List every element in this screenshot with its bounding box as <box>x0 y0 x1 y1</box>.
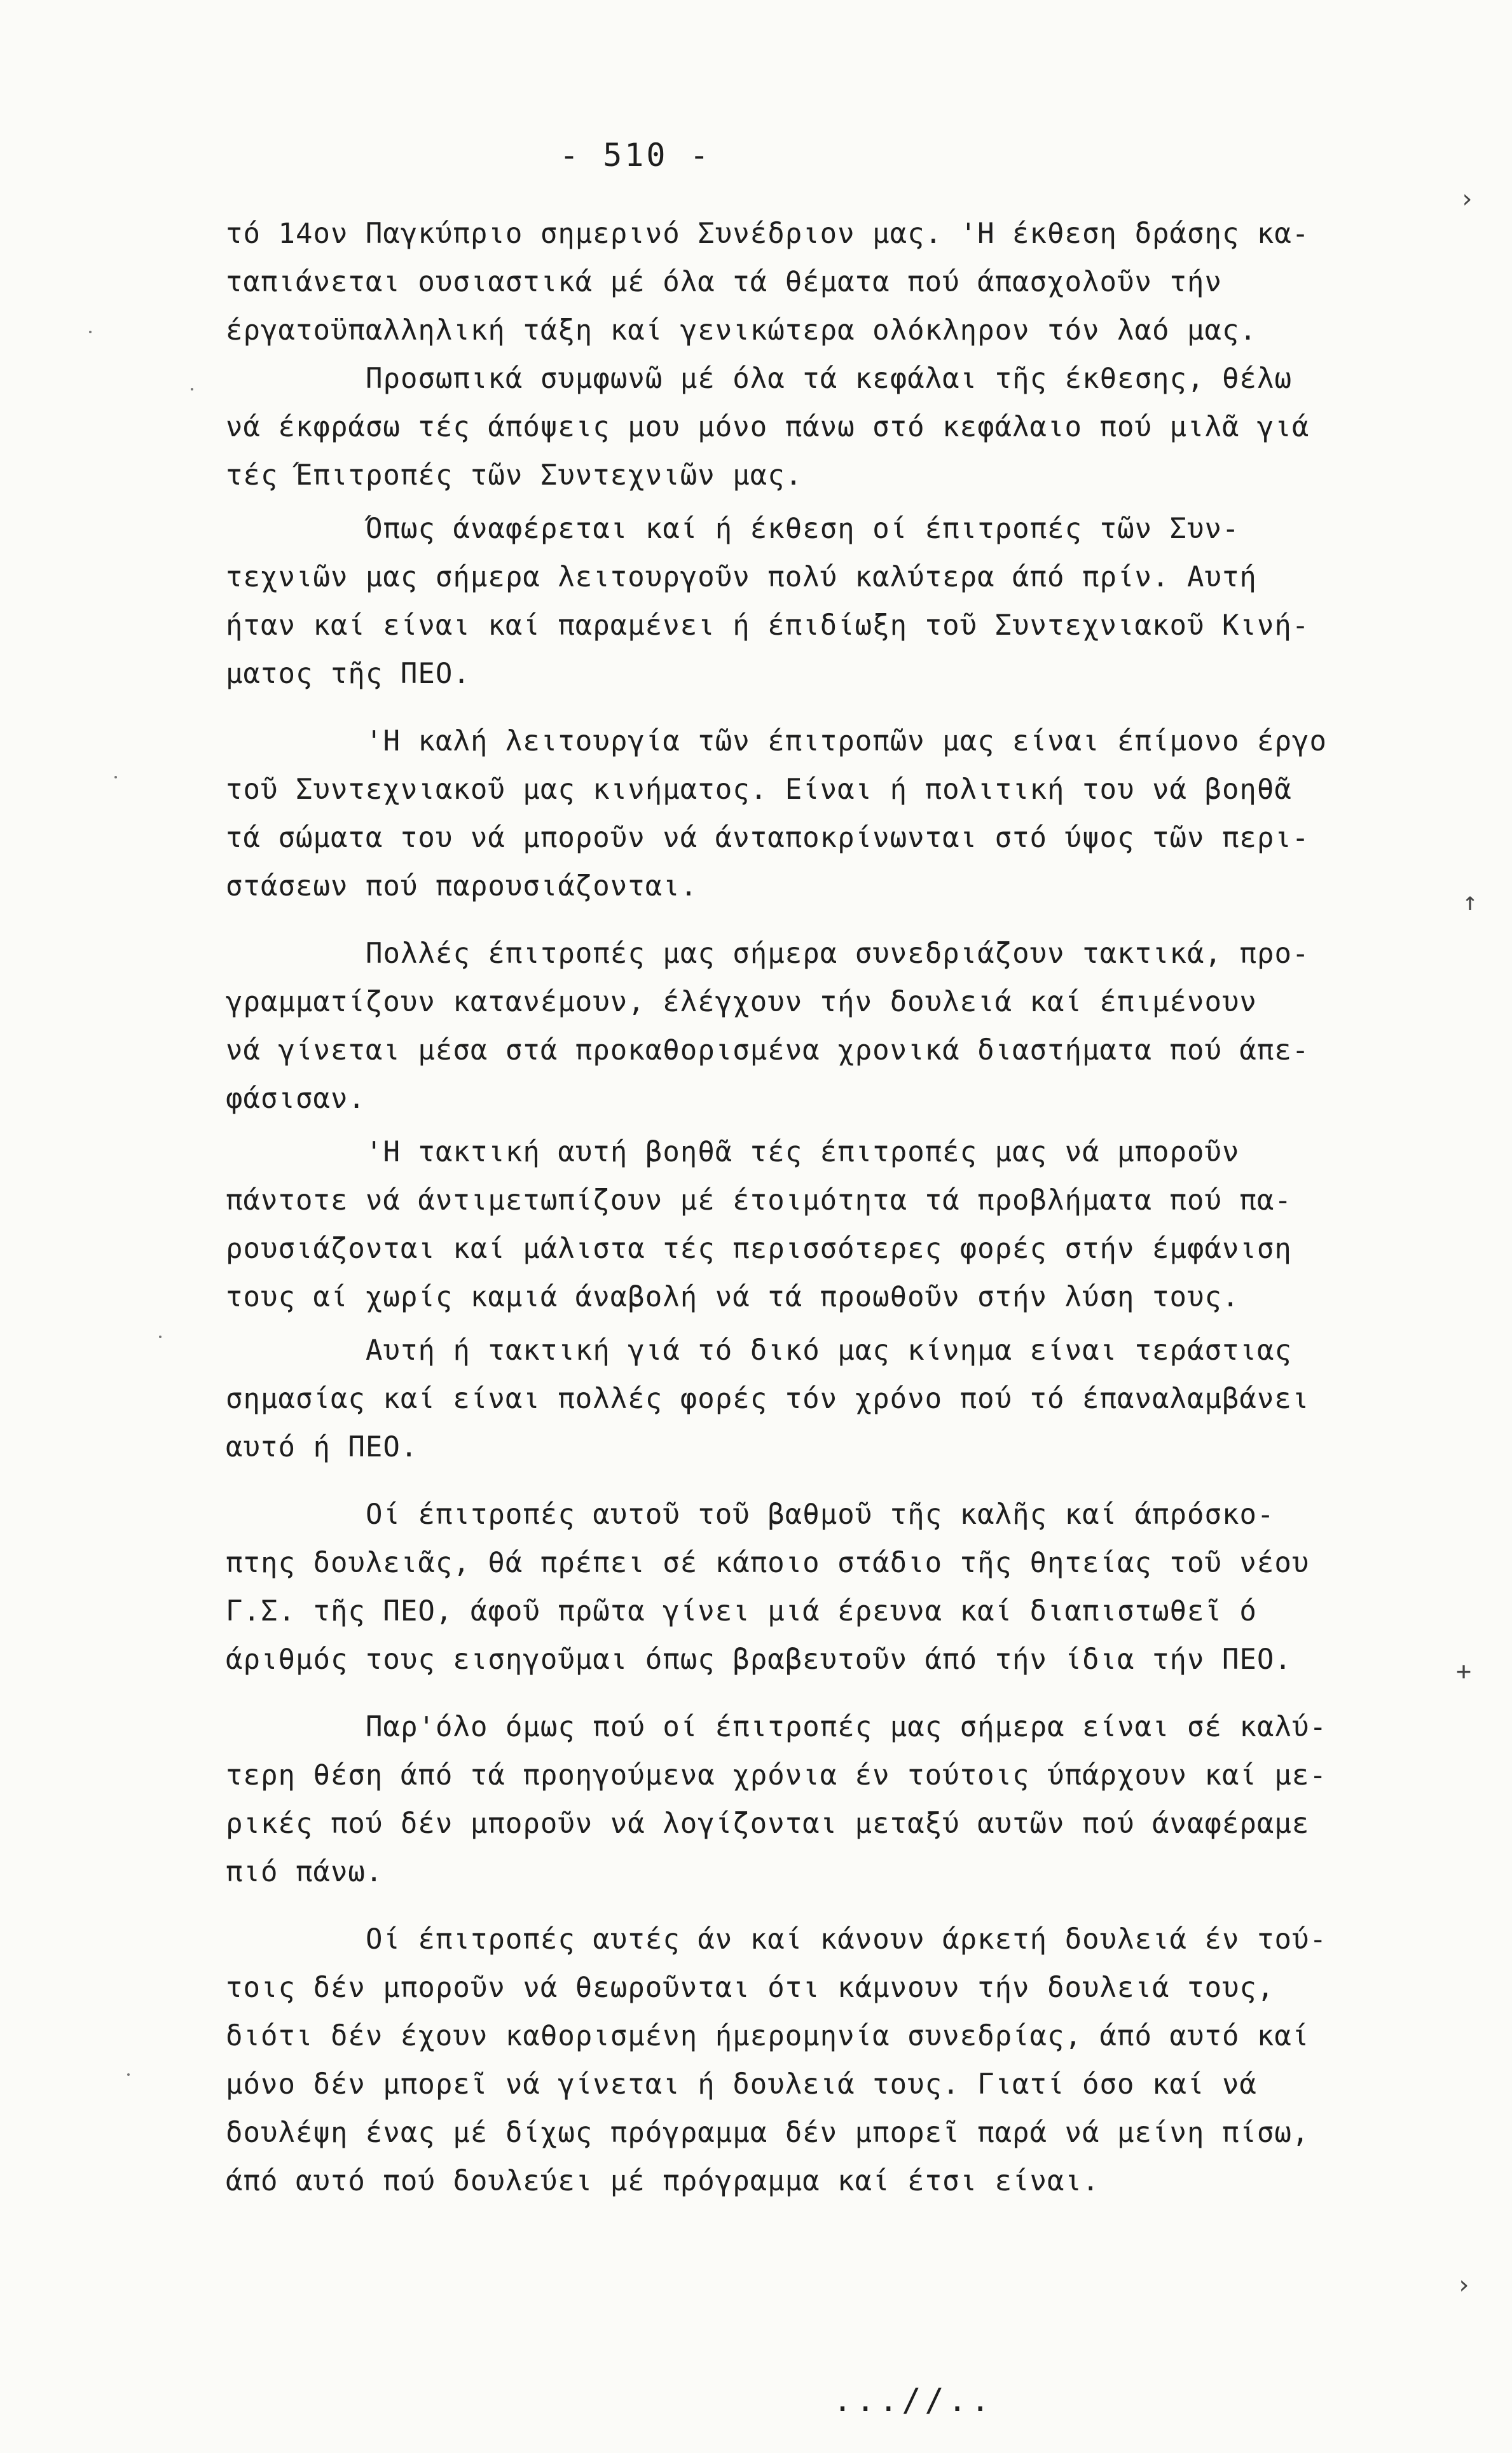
body-text <box>226 210 1357 2206</box>
paragraph <box>226 1703 1357 1897</box>
text-line: Παρ'όλο όμως πού οί έπιτροπές μας σήμερα είναι σέ καλύ- <box>366 1711 1327 1743</box>
text-line: έργατοϋπαλληλική τάξη καί γενικώτερα ολόκληρον τόν λαό μας. <box>226 314 1257 347</box>
text-line: στάσεων πού παρουσιάζονται. <box>226 870 698 902</box>
text-line: τοις δέν μποροῦν νά θεωροῦνται ότι κάμνουν τήν δουλειά τους, <box>226 1972 1275 2004</box>
text-line: Αυτή ή τακτική γιά τό δικό μας κίνημα είναι τεράστιας <box>366 1334 1292 1367</box>
scan-speck <box>191 388 193 390</box>
paragraph <box>226 930 1357 1123</box>
text-line: 'Η καλή λειτουργία τῶν έπιτροπῶν μας είναι έπίμονο έργο <box>366 725 1327 757</box>
text-line: σημασίας καί είναι πολλές φορές τόν χρόνο πού τό έπαναλαμβάνει <box>226 1383 1310 1415</box>
text-line: δουλέψη ένας μέ δίχως πρόγραμμα δέν μπορεῖ παρά νά μείνη πίσω, <box>226 2117 1310 2149</box>
paragraph <box>226 505 1357 698</box>
text-line: άριθμός τους εισηγοῦμαι όπως βραβευτοῦν άπό τήν ίδια τήν ΠΕΟ. <box>226 1643 1292 1676</box>
text-line: τό 14ον Παγκύπριο σημερινό Συνέδριον μας. 'Η έκθεση δράσης κα- <box>226 218 1310 250</box>
text-line: 'Η τακτική αυτή βοηθᾶ τές έπιτροπές μας νά μποροῦν <box>366 1136 1240 1168</box>
margin-cross-mark: + <box>1456 1657 1472 1686</box>
text-line: Προσωπικά συμφωνῶ μέ όλα τά κεφάλαι τῆς έκθεσης, θέλω <box>366 363 1292 395</box>
text-line: Γ.Σ. τῆς ΠΕΟ, άφοῦ πρῶτα γίνει μιά έρευνα καί διαπιστωθεῖ ό <box>226 1595 1257 1627</box>
text-line: διότι δέν έχουν καθορισμένη ήμερομηνία συνεδρίας, άπό αυτό καί <box>226 2020 1310 2052</box>
paragraph <box>226 210 1357 355</box>
text-line: φάσισαν. <box>226 1082 366 1115</box>
paragraph <box>226 1491 1357 1684</box>
text-line: πιό πάνω. <box>226 1856 383 1888</box>
text-line: τές Έπιτροπές τῶν Συντεχνιῶν μας. <box>226 459 803 492</box>
text-line: ήταν καί είναι καί παραμένει ή έπιδίωξη τοῦ Συντεχνιακοῦ Κινή- <box>226 609 1310 642</box>
scan-speck <box>89 331 92 333</box>
paragraph <box>226 1916 1357 2206</box>
text-line: αυτό ή ΠΕΟ. <box>226 1431 418 1463</box>
text-line: ταπιάνεται ουσιαστικά μέ όλα τά θέματα πού άπασχολοῦν τήν <box>226 266 1222 298</box>
text-line: μόνο δέν μπορεῖ νά γίνεται ή δουλειά τους. Γιατί όσο καί νά <box>226 2068 1257 2101</box>
text-line: τερη θέση άπό τά προηγούμενα χρόνια έν τούτοις ύπάρχουν καί με- <box>226 1759 1327 1792</box>
margin-arrow-mark: › <box>1459 184 1475 214</box>
text-line: τοῦ Συντεχνιακοῦ μας κινήματος. Είναι ή πολιτική του νά βοηθᾶ <box>226 773 1292 806</box>
text-line: τεχνιῶν μας σήμερα λειτουργοῦν πολύ καλύτερα άπό πρίν. Αυτή <box>226 561 1257 593</box>
paragraph <box>226 355 1357 500</box>
text-line: Οί έπιτροπές αυτοῦ τοῦ βαθμοῦ τῆς καλῆς καί άπρόσκο- <box>366 1498 1275 1531</box>
margin-arrow-mark: ↑ <box>1462 887 1478 916</box>
text-line: ματος τῆς ΠΕΟ. <box>226 658 471 690</box>
page-number: - 510 - <box>560 137 711 174</box>
text-line: γραμματίζουν κατανέμουν, έλέγχουν τήν δουλειά καί έπιμένουν <box>226 986 1257 1018</box>
text-line: Πολλές έπιτροπές μας σήμερα συνεδριάζουν τακτικά, προ- <box>366 937 1310 970</box>
text-line: νά γίνεται μέσα στά προκαθορισμένα χρονικά διαστήματα πού άπε- <box>226 1034 1310 1067</box>
text-line: ρουσιάζονται καί μάλιστα τές περισσότερες φορές στήν έμφάνιση <box>226 1233 1292 1265</box>
scan-speck <box>114 776 117 778</box>
scan-speck <box>127 2073 130 2076</box>
paragraph <box>226 1128 1357 1322</box>
text-line: πτης δουλειᾶς, θά πρέπει σέ κάποιο στάδιο τῆς θητείας τοῦ νέου <box>226 1547 1310 1579</box>
paragraph <box>226 717 1357 911</box>
text-line: τους αί χωρίς καμιά άναβολή νά τά προωθοῦν στήν λύση τους. <box>226 1281 1240 1313</box>
text-line: τά σώματα του νά μποροῦν νά άνταποκρίνωνται στό ύψος τῶν περι- <box>226 822 1310 854</box>
text-line: Οί έπιτροπές αυτές άν καί κάνουν άρκετή δουλειά έν τού- <box>366 1923 1327 1956</box>
text-line: νά έκφράσω τές άπόψεις μου μόνο πάνω στό κεφάλαιο πού μιλᾶ γιά <box>226 411 1310 443</box>
text-line: Όπως άναφέρεται καί ή έκθεση οί έπιτροπές τῶν Συν- <box>366 513 1240 545</box>
margin-arrow-mark: › <box>1456 2270 1472 2300</box>
paragraph <box>226 1327 1357 1472</box>
scan-speck <box>159 1336 162 1338</box>
text-line: ρικές πού δέν μποροῦν νά λογίζονται μεταξύ αυτῶν πού άναφέραμε <box>226 1807 1310 1840</box>
text-line: πάντοτε νά άντιμετωπίζουν μέ έτοιμότητα τά προβλήματα πού πα- <box>226 1184 1292 1217</box>
text-line: άπό αυτό πού δουλεύει μέ πρόγραμμα καί έτσι είναι. <box>226 2165 1100 2197</box>
continuation-mark: ...//.. <box>833 2382 994 2419</box>
